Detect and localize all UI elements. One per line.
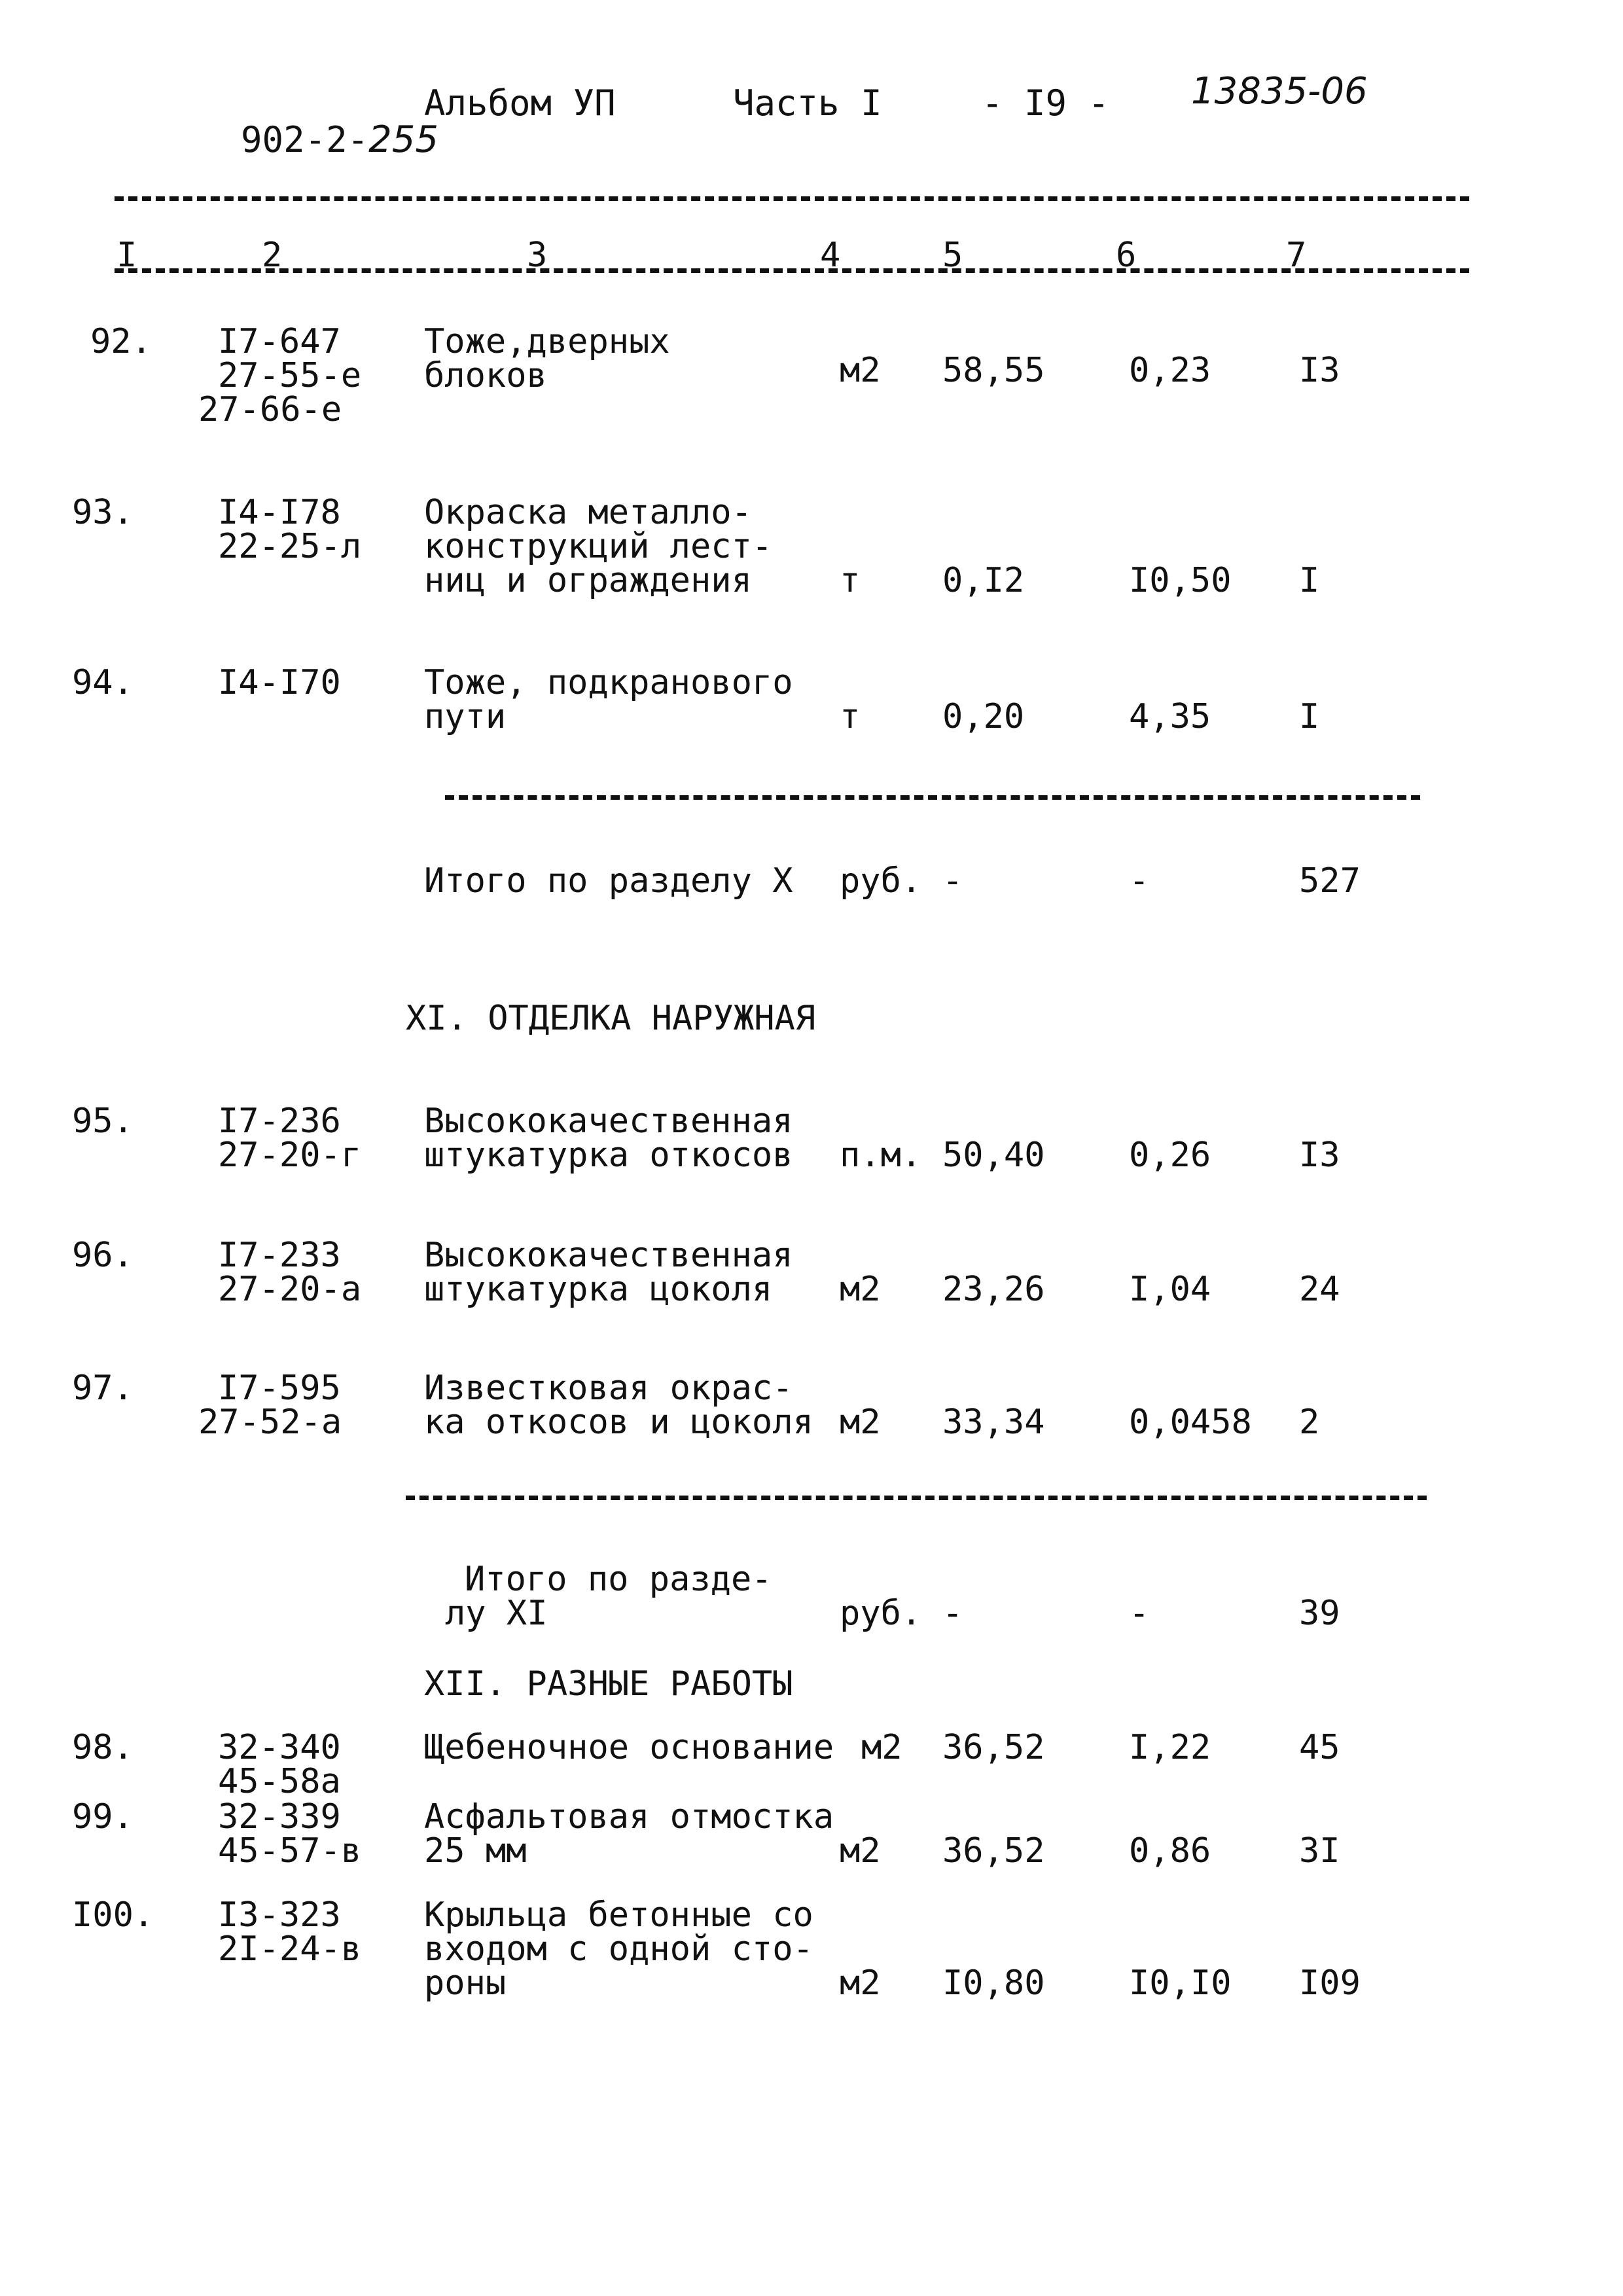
col-number-7: 7 <box>1286 236 1307 275</box>
row-price: 0,0458 <box>1129 1403 1252 1442</box>
row-total: 24 <box>1299 1270 1340 1309</box>
row-number: 97. <box>72 1369 134 1408</box>
row-total: I3 <box>1299 351 1340 390</box>
row-name: штукатурка цоколя <box>424 1270 773 1309</box>
row-number: I00. <box>72 1895 154 1935</box>
row-total: 45 <box>1299 1728 1340 1767</box>
row-name: Тоже, подкранового <box>424 663 793 702</box>
row-code: 45-58а <box>218 1762 341 1801</box>
row-qty: 36,52 <box>942 1831 1045 1871</box>
subtotal-qty: - <box>942 1594 963 1633</box>
row-number: 95. <box>72 1102 134 1141</box>
stamp-number: 13835-06 <box>1191 70 1368 113</box>
row-code: 32-340 <box>218 1728 341 1767</box>
subtotal-total: 39 <box>1299 1594 1340 1633</box>
header-divider-bottom <box>115 268 1469 273</box>
row-unit: м2 <box>840 1964 881 2003</box>
row-code: 27-66-е <box>198 390 342 429</box>
row-number: 92. <box>90 322 152 361</box>
row-price: I,22 <box>1129 1728 1211 1767</box>
row-name: входом с одной сто- <box>424 1929 813 1969</box>
row-name: Асфальтовая отмостка <box>424 1797 834 1837</box>
row-qty: 36,52 <box>942 1728 1045 1767</box>
section-divider <box>445 795 1420 800</box>
row-unit: т <box>840 561 861 600</box>
subtotal-price: - <box>1129 1594 1150 1633</box>
row-name: Известковая окрас- <box>424 1369 793 1408</box>
row-name: штукатурка откосов <box>424 1136 793 1175</box>
row-total: 3I <box>1299 1831 1340 1871</box>
row-name: блоков <box>424 356 547 395</box>
col-number-2: 2 <box>262 236 283 275</box>
page-number: - I9 - <box>982 82 1110 124</box>
row-code: I7-647 <box>218 322 341 361</box>
row-qty: 50,40 <box>942 1136 1045 1175</box>
row-number: 98. <box>72 1728 134 1767</box>
section-divider <box>406 1496 1427 1500</box>
col-number-4: 4 <box>820 236 841 275</box>
doc-code-hand: 255 <box>368 118 439 161</box>
subtotal-total: 527 <box>1299 861 1361 901</box>
row-code: 45-57-в <box>218 1831 362 1871</box>
row-name: Окраска металло- <box>424 493 752 532</box>
row-code: 27-20-г <box>218 1136 362 1175</box>
col-number-1: I <box>116 236 137 275</box>
row-name: ка откосов и цоколя <box>424 1403 813 1442</box>
row-name: Щебеночное основание <box>424 1728 834 1767</box>
row-name: Высококачественная <box>424 1236 793 1275</box>
row-number: 93. <box>72 493 134 532</box>
row-code: 2I-24-в <box>218 1929 362 1969</box>
row-code: 27-52-а <box>198 1403 342 1442</box>
row-qty: 23,26 <box>942 1270 1045 1309</box>
doc-code <box>156 85 438 195</box>
row-total: I3 <box>1299 1136 1340 1175</box>
subtotal-unit: руб. <box>840 861 922 901</box>
row-name: ниц и ограждения <box>424 561 752 600</box>
row-code: I7-236 <box>218 1102 341 1141</box>
row-unit: м2 <box>840 1403 881 1442</box>
row-unit: м2 <box>840 351 881 390</box>
row-code: I7-233 <box>218 1236 341 1275</box>
row-code: 32-339 <box>218 1797 341 1837</box>
header-divider-top <box>115 196 1469 201</box>
row-number: 96. <box>72 1236 134 1275</box>
subtotal-label: Итого по разде- <box>465 1560 772 1599</box>
row-price: 4,35 <box>1129 697 1211 736</box>
section-heading: XI. ОТДЕЛКА НАРУЖНАЯ <box>406 999 816 1038</box>
row-price: 0,86 <box>1129 1831 1211 1871</box>
row-name: Высококачественная <box>424 1102 793 1141</box>
row-qty: 33,34 <box>942 1403 1045 1442</box>
row-unit: м2 <box>840 1831 881 1871</box>
row-code: I4-I78 <box>218 493 341 532</box>
row-code: I3-323 <box>218 1895 341 1935</box>
row-unit: м2 <box>840 1270 881 1309</box>
row-unit: т <box>840 697 861 736</box>
row-price: I0,50 <box>1129 561 1232 600</box>
col-number-6: 6 <box>1116 236 1137 275</box>
row-name: Тоже,дверных <box>424 322 670 361</box>
row-name: пути <box>424 697 507 736</box>
row-qty: 58,55 <box>942 351 1045 390</box>
row-qty: 0,20 <box>942 697 1025 736</box>
row-name: 25 мм <box>424 1831 527 1871</box>
row-qty: I0,80 <box>942 1964 1045 2003</box>
row-code: 27-55-е <box>218 356 362 395</box>
row-unit: п.м. <box>840 1136 922 1175</box>
subtotal-label: лу XI <box>445 1594 548 1633</box>
row-code: 22-25-л <box>218 527 362 566</box>
row-price: 0,23 <box>1129 351 1211 390</box>
album-label: Альбом УП <box>424 82 616 124</box>
row-code: I7-595 <box>218 1369 341 1408</box>
row-price: 0,26 <box>1129 1136 1211 1175</box>
row-unit: м2 <box>861 1728 902 1767</box>
row-name: конструкций лест- <box>424 527 773 566</box>
row-total: I <box>1299 561 1320 600</box>
subtotal-price: - <box>1129 861 1150 901</box>
row-qty: 0,I2 <box>942 561 1025 600</box>
doc-code-prefix: 902-2- <box>241 119 369 160</box>
row-price: I0,I0 <box>1129 1964 1232 2003</box>
row-total: I09 <box>1299 1964 1361 2003</box>
col-number-3: 3 <box>527 236 548 275</box>
row-name: Крыльца бетонные со <box>424 1895 813 1935</box>
row-code: I4-I70 <box>218 663 341 702</box>
row-total: I <box>1299 697 1320 736</box>
subtotal-qty: - <box>942 861 963 901</box>
row-total: 2 <box>1299 1403 1320 1442</box>
part-label: Часть I <box>733 82 882 124</box>
row-name: роны <box>424 1964 507 2003</box>
subtotal-unit: руб. <box>840 1594 922 1633</box>
col-number-5: 5 <box>942 236 963 275</box>
row-code: 27-20-а <box>218 1270 362 1309</box>
row-number: 99. <box>72 1797 134 1837</box>
row-price: I,04 <box>1129 1270 1211 1309</box>
section-heading: XII. РАЗНЫЕ РАБОТЫ <box>424 1664 793 1704</box>
subtotal-label: Итого по разделу X <box>424 861 793 901</box>
row-number: 94. <box>72 663 134 702</box>
